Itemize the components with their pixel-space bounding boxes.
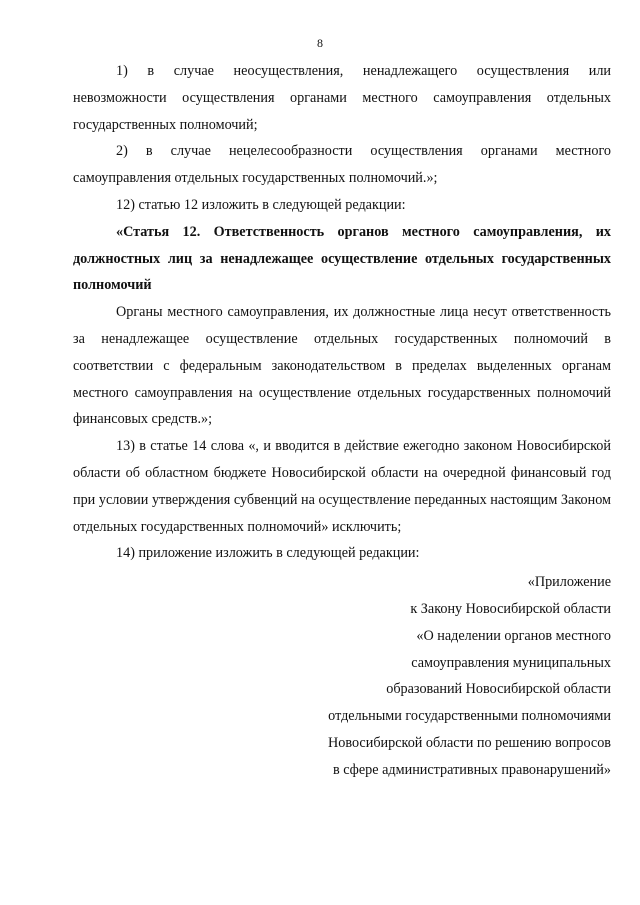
- appendix-header: [73, 569, 611, 783]
- appendix-line: самоуправления муниципальных: [411, 654, 611, 671]
- paragraph-item-12: 12) статью 12 изложить в следующей редакции:: [116, 196, 406, 213]
- page-number: 8: [317, 36, 323, 50]
- appendix-line: Новосибирской области по решению вопросов: [328, 734, 611, 751]
- appendix-line: образований Новосибирской области: [386, 681, 611, 698]
- article-12-heading: «Статья 12. Ответственность органов местного самоуправления, их должностных лиц за ненадлежащее осуществление отдельных государственных полномочий: [73, 223, 611, 294]
- document-body: [73, 58, 611, 784]
- paragraph-item-1: 1) в случае неосуществления, ненадлежащего осуществления или невозможности осуществления органами местного самоуправления отдельных государственных полномочий;: [73, 63, 611, 133]
- article-12-body: Органы местного самоуправления, их должностные лица несут ответственность за ненадлежащее осуществление отдельных государственных полномочий в соответствии с федеральным законодательством в пределах выделенных органам местного самоуправления на осуществление отдельных государственных полномочий финансовых средств.»;: [73, 304, 611, 428]
- appendix-line: «О наделении органов местного: [416, 627, 611, 644]
- paragraph-item-14: 14) приложение изложить в следующей редакции:: [116, 545, 420, 562]
- appendix-line: в сфере административных правонарушений»: [332, 761, 611, 778]
- appendix-line: «Приложение: [527, 574, 611, 591]
- appendix-line: отдельными государственными полномочиями: [328, 708, 611, 725]
- paragraph-item-13: 13) в статье 14 слова «, и вводится в действие ежегодно законом Новосибирской области об областном бюджете Новосибирской области на очередной финансовый год при условии утверждения субвенций на осуществление переданных настоящим Законом отдельных государственных полномочий» исключить;: [73, 438, 611, 535]
- appendix-line: к Закону Новосибирской области: [410, 600, 611, 617]
- paragraph-item-2: 2) в случае нецелесообразности осуществления органами местного самоуправления отдельных государственных полномочий.»;: [73, 143, 611, 187]
